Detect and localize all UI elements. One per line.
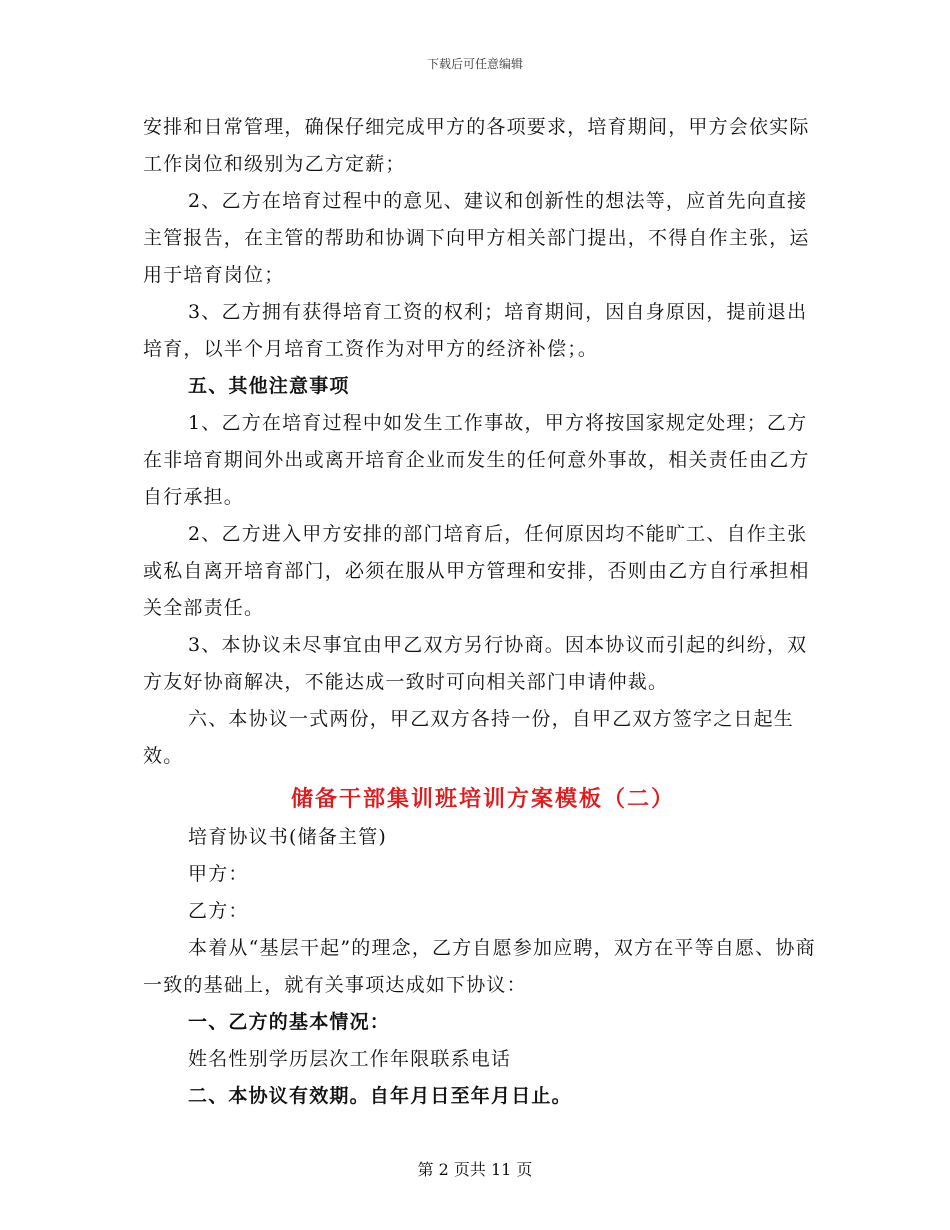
- paragraph: 3、乙方拥有获得培育工资的权利；培育期间，因自身原因，提前退出培育，以半个月培育工资作为对甲方的经济补偿；。: [143, 301, 808, 360]
- paragraph: 培育协议书(储备主管): [188, 826, 388, 848]
- paragraph: 六、本协议一式两份，甲乙双方各持一份，自甲乙双方签字之日起生效。: [143, 708, 795, 767]
- paragraph: 一、乙方的基本情况：: [188, 1011, 391, 1033]
- page-header-note: 下载后可任意编辑: [426, 57, 523, 71]
- paragraph: 乙方：: [188, 900, 249, 922]
- paragraph: 1、乙方在培育过程中如发生工作事故，甲方将按国家规定处理；乙方在非培育期间外出或离开培育企业而发生的任何意外事故，相关责任由乙方自行承担。: [143, 412, 810, 508]
- paragraph: 二、本协议有效期。自年月日至年月日止。: [188, 1085, 572, 1107]
- paragraph: 姓名性别学历层次工作年限联系电话: [188, 1048, 512, 1070]
- paragraph: 2、乙方在培育过程中的意见、建议和创新性的想法等，应首先向直接主管报告，在主管的帮助和协调下向甲方相关部门提出，不得自作主张，运用于培育岗位；: [143, 190, 810, 286]
- paragraph: 甲方：: [188, 863, 249, 885]
- paragraph: 本着从“基层干起”的理念，乙方自愿参加应聘，双方在平等自愿、协商一致的基础上，就有关事项达成如下协议：: [143, 937, 816, 996]
- document-body: [143, 109, 823, 1115]
- paragraph: 安排和日常管理，确保仔细完成甲方的各项要求，培育期间，甲方会依实际工作岗位和级别为乙方定薪；: [143, 116, 810, 175]
- agreement-clauses-part1: [143, 109, 823, 775]
- paragraph: 五、其他注意事项: [188, 375, 350, 397]
- paragraph: 3、本协议未尽事宜由甲乙双方另行协商。因本协议而引起的纠纷，双方友好协商解决，不能达成一致时可向相关部门申请仲裁。: [143, 634, 808, 693]
- page-number: 第 2 页共 11 页: [417, 1160, 533, 1179]
- paragraph: 2、乙方进入甲方安排的部门培育后，任何原因均不能旷工、自作主张或私自离开培育部门，必须在服从甲方管理和安排，否则由乙方自行承担相关全部责任。: [143, 523, 810, 619]
- agreement-clauses-part2: [143, 819, 823, 1115]
- section-title: 储备干部集训班培训方案模板（二）: [290, 786, 675, 812]
